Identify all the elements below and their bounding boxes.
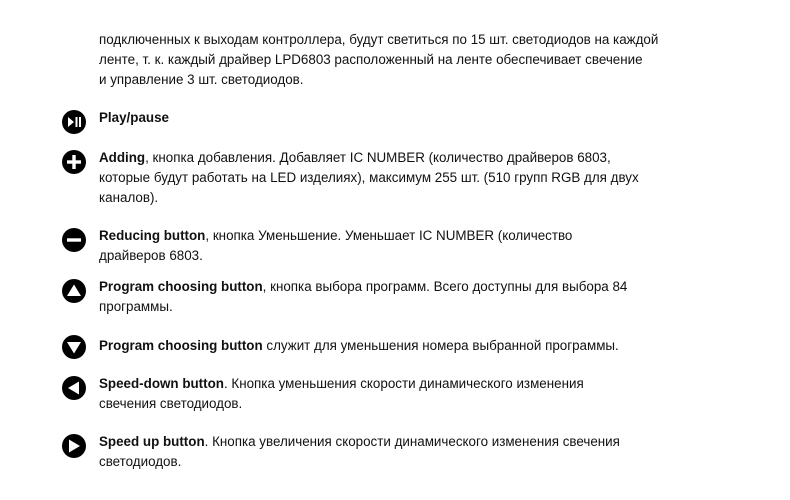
description: . Кнопка уменьшения скорости динамического изменения bbox=[223, 376, 584, 391]
button-name: Speed-down button bbox=[99, 376, 224, 391]
entry-text bbox=[99, 108, 739, 128]
triangle-up-icon bbox=[60, 277, 88, 305]
triangle-left-icon bbox=[60, 374, 88, 402]
entry-text bbox=[99, 277, 739, 317]
triangle-down-icon bbox=[60, 333, 88, 361]
entry-text bbox=[99, 374, 739, 414]
description: программы. bbox=[99, 299, 173, 314]
play-pause-icon bbox=[60, 108, 88, 136]
description: светодиодов. bbox=[99, 454, 182, 469]
button-name: Program choosing button bbox=[99, 279, 263, 294]
button-name: Program choosing button bbox=[99, 338, 263, 353]
entry-text bbox=[99, 226, 739, 266]
intro-line: ленте, т. к. каждый драйвер LPD6803 расположенный на ленте обеспечивает свечение bbox=[99, 52, 643, 67]
plus-icon bbox=[60, 148, 88, 176]
description: драйверов 6803. bbox=[99, 248, 203, 263]
description: служит для уменьшения номера выбранной программы. bbox=[262, 338, 619, 353]
button-name: Reducing button bbox=[99, 228, 206, 243]
description: . Кнопка увеличения скорости динамического изменения свечения bbox=[204, 434, 620, 449]
intro-line: подключенных к выходам контроллера, будут светиться по 15 шт. светодиодов на каждой bbox=[99, 32, 659, 47]
description: , кнопка Уменьшение. Уменьшает IC NUMBER (количество bbox=[205, 228, 573, 243]
description: , кнопка выбора программ. Всего доступны для выбора 84 bbox=[262, 279, 628, 294]
description: , кнопка добавления. Добавляет IC NUMBER (количество драйверов 6803, bbox=[145, 150, 611, 165]
entry-text bbox=[99, 336, 739, 356]
button-name: Play/pause bbox=[99, 110, 169, 125]
button-name: Adding bbox=[99, 150, 146, 165]
entry-text bbox=[99, 432, 739, 472]
description: которые будут работать на LED изделиях), максимум 255 шт. (510 групп RGB для двух bbox=[99, 170, 639, 185]
intro-line: и управление 3 шт. светодиодов. bbox=[99, 72, 304, 87]
description: каналов). bbox=[99, 190, 159, 205]
description: свечения светодиодов. bbox=[99, 396, 243, 411]
intro-paragraph bbox=[99, 30, 739, 90]
button-name: Speed up button bbox=[99, 434, 205, 449]
triangle-right-icon bbox=[60, 432, 88, 460]
entry-text bbox=[99, 148, 739, 208]
minus-icon bbox=[60, 226, 88, 254]
